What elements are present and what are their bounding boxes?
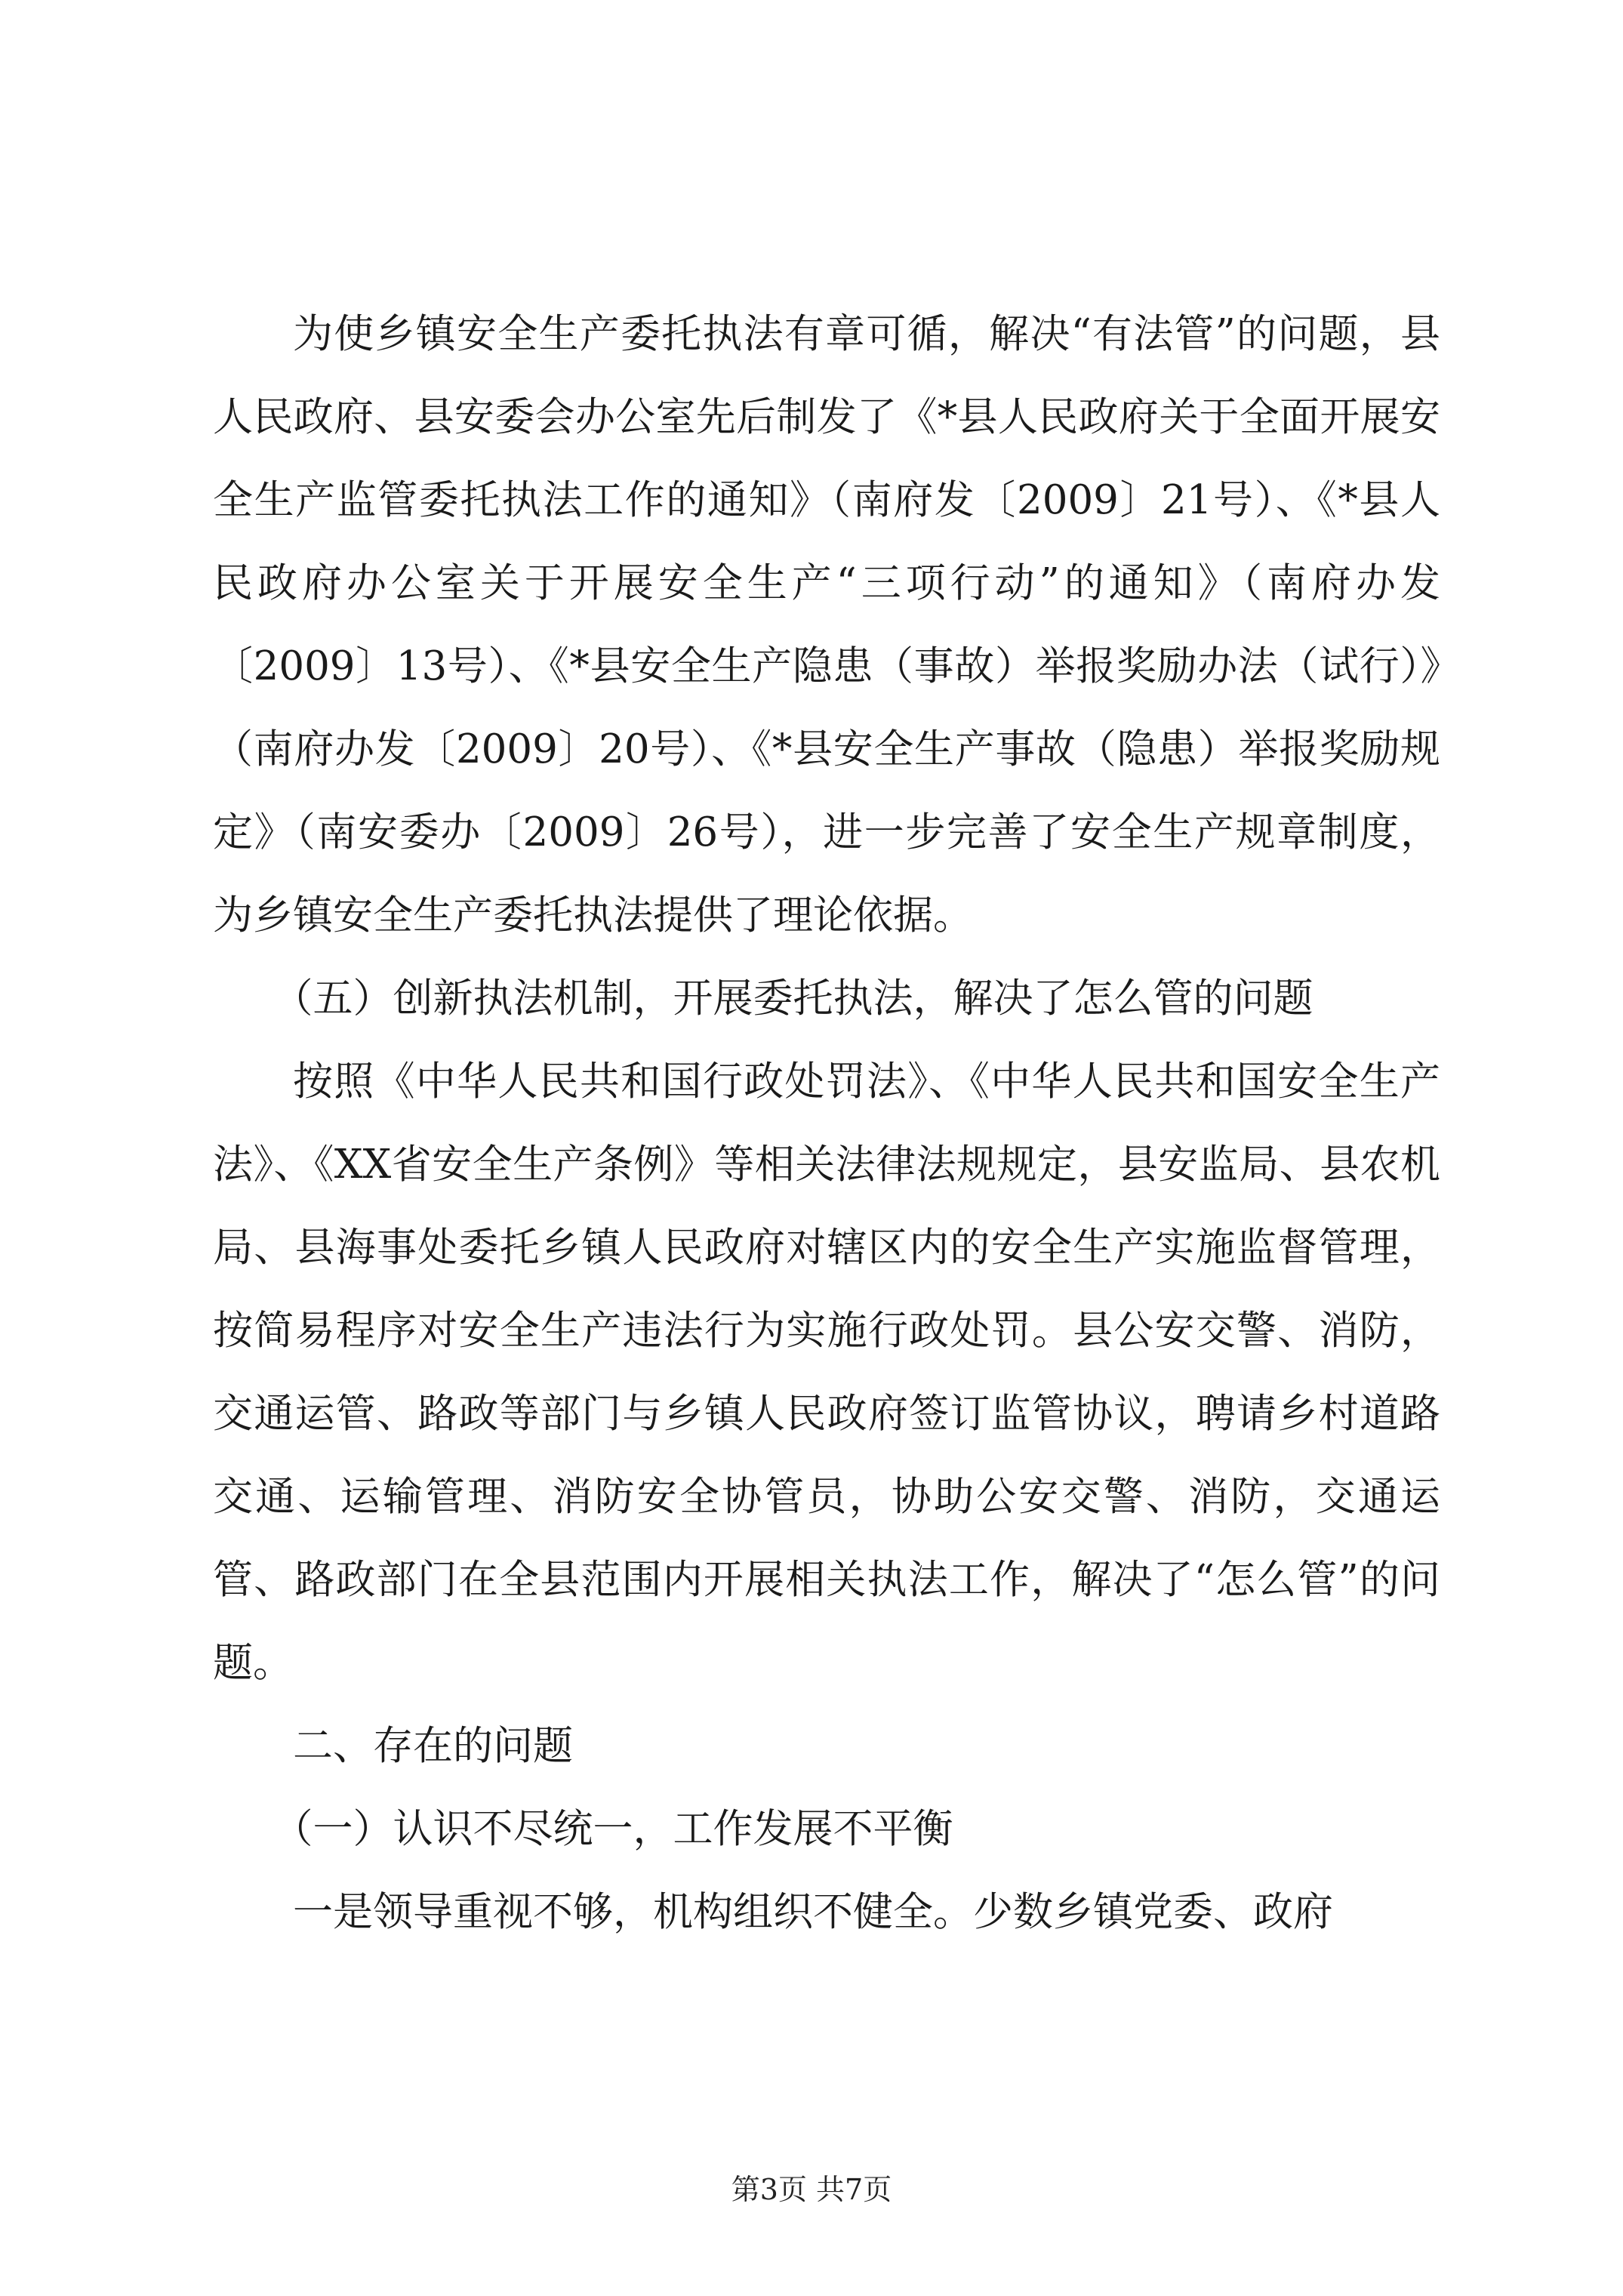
section-heading-existing-problems: 二、存在的问题 — [293, 1723, 573, 1769]
subheading-enforcement-mechanism: （五）创新执法机制，开展委托执法，解决了怎么管的问题 — [273, 975, 1313, 1022]
paragraph-delegated-enforcement: 按照《中华人民共和国行政处罚法》、《中华人民共和国安全生产法》、《XX省安全生产条例》等相关法律法规规定，县安监局、县农机局、县海事处委托乡镇人民政府对辖区内的安全生产实施监督管理，按简易程序对安全生产违法行为实施行政处罚。县公安交警、消防，交通运管、路政等部门与乡镇人民政府签订监管协议，聘请乡村道路交通、运输管理、消防安全协管员，协助公安交警、消防，交通运管、路政部门在全县范围内开展相关执法工作，解决了“怎么管”的问题。 — [213, 1059, 1440, 1686]
subheading-inconsistent-understanding: （一）认识不尽统一，工作发展不平衡 — [273, 1806, 953, 1852]
page-number-footer: 第3页 共7页 — [731, 2173, 892, 2206]
paragraph-legal-basis: 为使乡镇安全生产委托执法有章可循，解决“有法管”的问题，县人民政府、县安委会办公室先后制发了《*县人民政府关于全面开展安全生产监管委托执法工作的通知》（南府发〔2009〕21号）、《*县人民政府办公室关于开展安全生产“三项行动”的通知》（南府办发〔2009〕13号）、《*县安全生产隐患（事故）举报奖励办法（试行）》（南府办发〔2009〕20号）、《*县安全生产事故（隐患）举报奖励规定》（南安委办〔2009〕26号），进一步完善了安全生产规章制度，为乡镇安全生产委托执法提供了理论依据。 — [213, 311, 1440, 938]
document-body — [213, 293, 1440, 1954]
paragraph-leadership-attention: 一是领导重视不够，机构组织不健全。少数乡镇党委、政府 — [293, 1889, 1333, 1935]
